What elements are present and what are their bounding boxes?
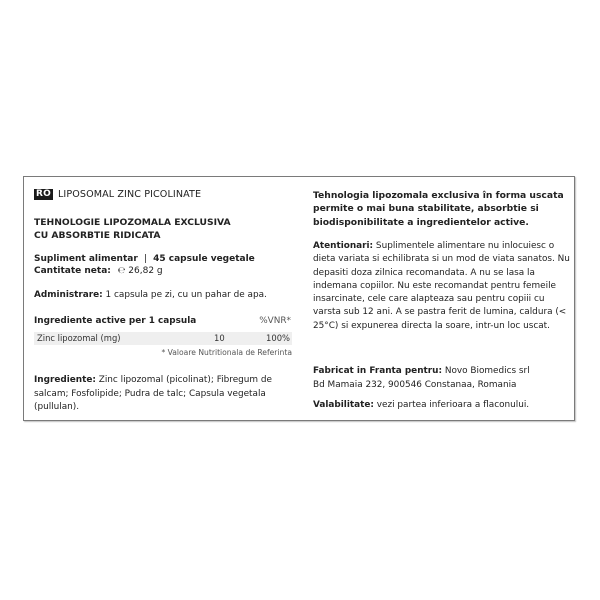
ingredients-list	[34, 374, 296, 415]
product-subtitle	[34, 216, 294, 242]
language-badge: RO	[36, 189, 51, 199]
ingredient-name: Zinc lipozomal (mg)	[37, 333, 121, 343]
table-row	[34, 332, 292, 345]
net-quantity-label: Cantitate neta:	[34, 266, 111, 276]
separator: |	[143, 254, 147, 264]
manufacturer-address: Bd Mamaia 232, 900546 Constanaa, Romania	[313, 379, 517, 390]
product-label	[23, 176, 575, 421]
title-row	[34, 189, 201, 200]
subtitle-line-2: CU ABSORBTIE RIDICATA	[34, 230, 161, 241]
technology-intro: Tehnologia lipozomala exclusiva în forma uscata permite o mai buna stabilitate, absorbtie si biodisponibilitate a ingredientelor active.	[313, 190, 564, 228]
ingredient-vnr: 100%	[266, 333, 290, 343]
administration-label: Administrare:	[34, 290, 103, 300]
warnings	[313, 240, 575, 333]
product-name: LIPOSOMAL ZINC PICOLINATE	[57, 189, 202, 200]
administration-info	[34, 290, 267, 300]
table-header-label: Ingrediente active per 1 capsula	[34, 316, 197, 326]
manufacturer-label: Fabricat in Franta pentru:	[313, 366, 443, 376]
supplement-type-line	[34, 253, 294, 265]
capsule-count: 45 capsule vegetale	[153, 254, 255, 264]
validity-label: Valabilitate:	[313, 400, 374, 410]
nutrition-table-header	[34, 316, 292, 326]
supplement-info	[34, 253, 294, 277]
supplement-type: Supliment alimentar	[34, 254, 138, 264]
validity-text: vezi partea inferioara a flaconului.	[373, 400, 530, 410]
warnings-text: Suplimentele alimentare nu inlocuiesc o dieta variata si echilibrata si un mod de viata sanatos. Nu depasiti doza zilnica recomandata. A nu se lasa la indemana copiilor. Nu este recomandat pentru femeile insarcinate, cele care alapteaza sau pentru copiii cu varsta sub 12 ani. A se pastra ferit de lumina, caldura (< 25°C) si expunerea directa la soare, intr-un loc uscat.	[313, 241, 570, 331]
table-header-vnr: %VNR*	[259, 316, 291, 326]
manufacturer-line	[313, 365, 575, 379]
administration-text: 1 capsula pe zi, cu un pahar de apa.	[102, 290, 267, 300]
table-footnote: * Valoare Nutritionala de Referinta	[161, 348, 292, 357]
ingredients-text: Zinc lipozomal (picolinat); Fibregum de salcam; Fosfolipide; Pudra de talc; Capsula vegetala (pullulan).	[34, 375, 272, 412]
ingredient-quantity: 10	[214, 333, 225, 343]
net-quantity-line	[34, 265, 294, 277]
warnings-label: Atentionari:	[313, 241, 374, 251]
manufacturer-info	[313, 365, 575, 392]
subtitle-line-1: TEHNOLOGIE LIPOZOMALA EXCLUSIVA	[34, 217, 231, 228]
validity-info	[313, 400, 529, 410]
net-quantity-value: ℮ 26,82 g	[117, 266, 163, 276]
ingredients-label: Ingrediente:	[34, 375, 96, 385]
manufacturer-name: Novo Biomedics srl	[442, 366, 530, 376]
